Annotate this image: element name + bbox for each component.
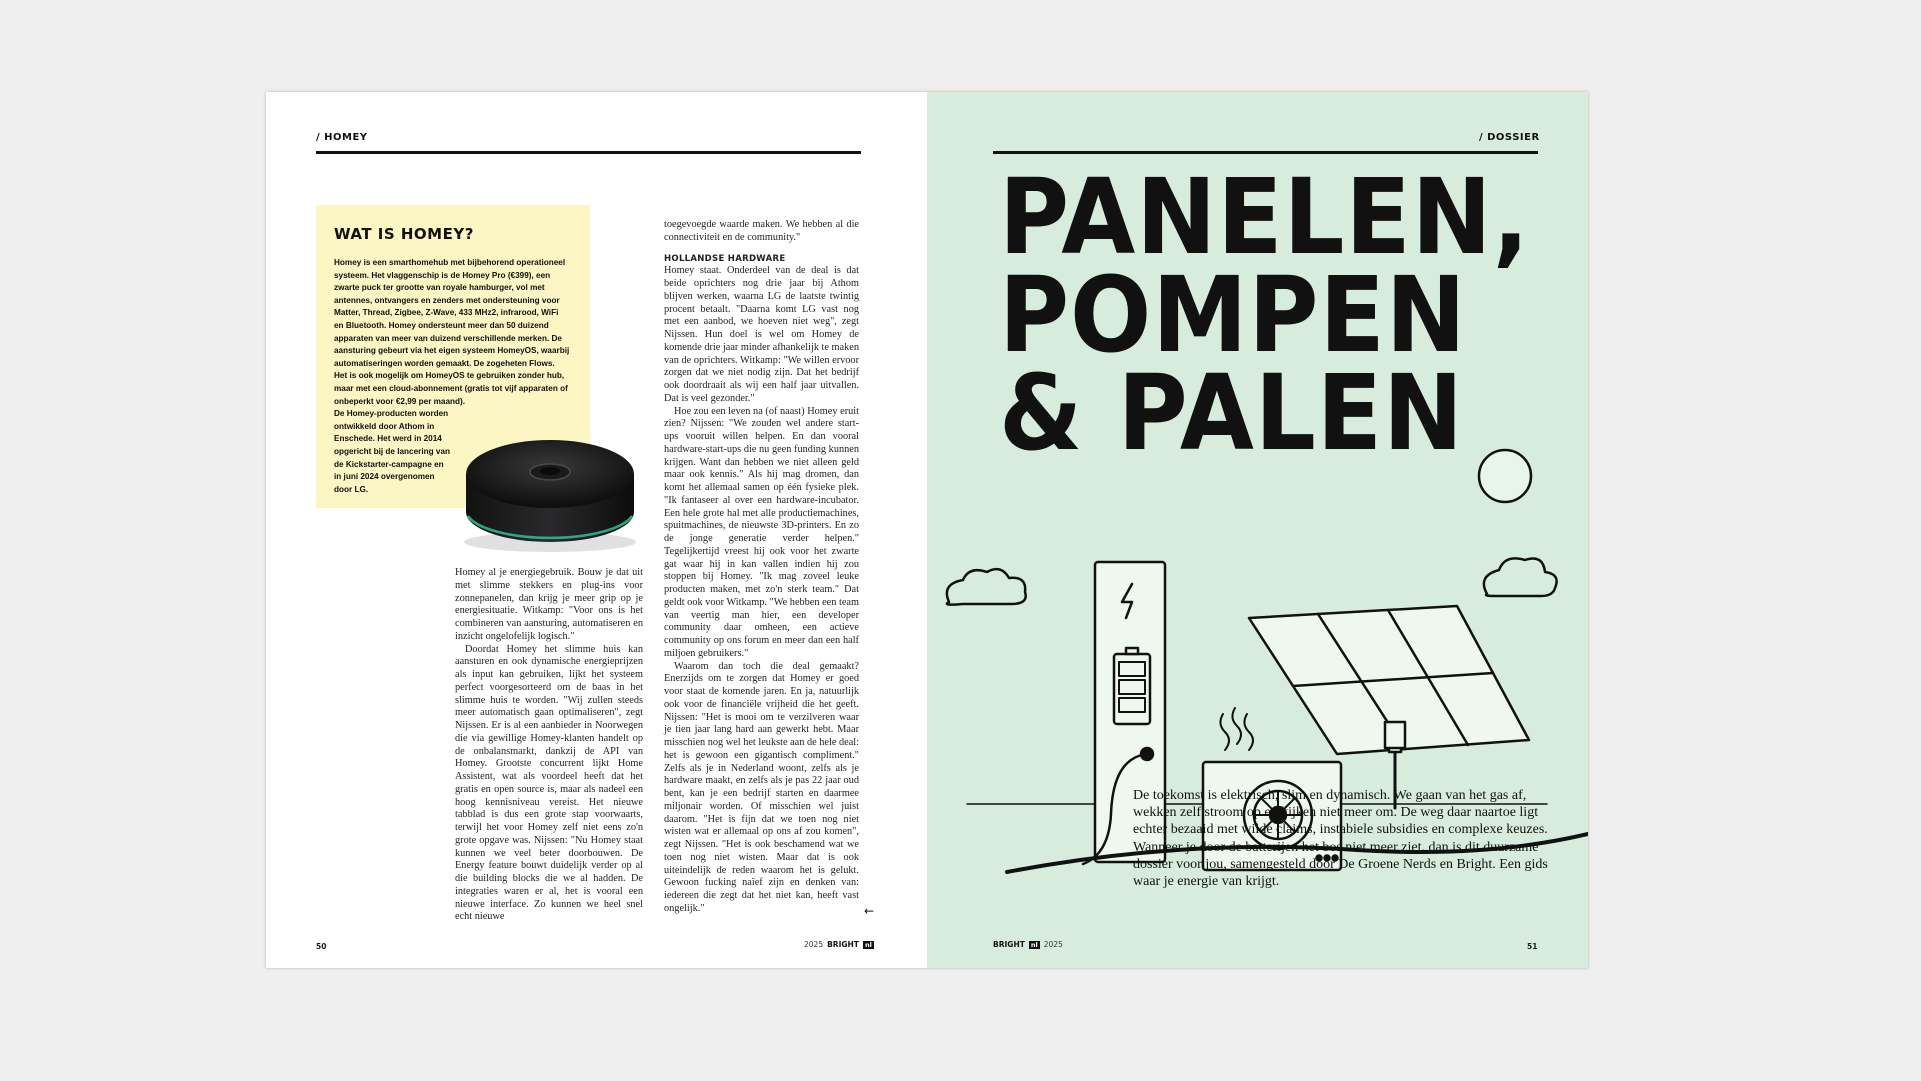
sun-icon xyxy=(1479,450,1531,502)
article-column-2 xyxy=(664,219,859,916)
cloud-icon xyxy=(1484,558,1557,596)
page-number-left: 50 xyxy=(316,942,327,951)
headline-line: PANELEN, xyxy=(999,156,1530,278)
article-paragraph: Waarom dan toch die deal gemaakt? Enerzijds om te zorgen dat Homey er goed voor staat de komende jaren. En ja, natuurlijk ook voor de financiële vrijheid die het geeft. Nijssen: "Het is mooi om te verzilveren waar je tien jaar lang hard aan gewerkt hebt. Maar misschien nog wel het leukste aan de hele deal: het is gewoon een gigantisch compliment." Zelfs als je in Nederland woont, zelfs als je hardware maakt, en zelfs als je pas 22 jaar oud bent, kan je een bedrijf starten en daarmee miljonair worden. Of misschien wel juist daarom. "Het is fijn dat we toen nog niet wisten wat er allemaal op ons af zou komen", zegt Nijssen. "Het is ook beschamend wat we toen nog niet wisten. Maar dat is ook uiteindelijk de reden waarom het is gelukt. Gewoon fucking naïef zijn en denken van: iedereen die zegt dat het niet kan, heeft vast ongelijk." xyxy=(664,660,860,914)
headline-line: POMPEN xyxy=(999,254,1467,376)
header-rule xyxy=(316,151,861,154)
headline-line: & PALEN xyxy=(999,352,1464,474)
footer-brand-badge: nl xyxy=(1030,940,1038,949)
end-arrow-icon: ← xyxy=(864,904,875,918)
footer-brand-name: BRIGHT xyxy=(993,940,1025,949)
article-paragraph: toegevoegde waarde maken. We hebben al die connectiviteit en de community." xyxy=(664,219,859,243)
footer-brand-name: BRIGHT xyxy=(827,940,859,949)
article-paragraph: Homey staat. Onderdeel van de deal is dat beide oprichters nog drie jaar bij Athom blijven werken, waarna LG de laatste twintig procent betaalt. "Daarna komt LG vast nog met een aanbod, we hoeven niet weg", zegt Nijssen. Hun doel is wel om Homey de komende drie jaar minder afhankelijk te maken van de oprichters. Witkamp: "We willen ervoor zorgen dat we niet nodig zijn. Dat het bedrijf ook doordraait als wij een half jaar uitvallen. Dat is veel gezonder." xyxy=(664,265,859,404)
homey-device-image xyxy=(452,412,648,557)
header-rule xyxy=(993,151,1538,154)
magazine-spread xyxy=(266,92,1588,968)
sidebar-paragraph: Homey is een smarthomehub met bijbehorend operationeel systeem. Het vlaggenschip is de Homey Pro (€399), een zwarte puck ter grootte van royale hamburger, vol met antennes, ontvangers en zenders met ondersteuning voor Matter, Thread, Zigbee, Z-Wave, 433 MHz2, infrarood, WiFi en Bluetooth. Homey ondersteunt meer dan 50 duizend apparaten van meer van duizend verschillende merken. De aansturing gebeurt via het eigen systeem HomeyOS, waarbij automatiseringen worden gemaakt. De zogeheten Flows. Het is ook mogelijk om HomeyOS te gebruiken zonder hub, maar met een cloud-abonnement (gratis tot vijf apparaten of onbeperkt voor €2,99 per maand). xyxy=(334,258,570,406)
footer-brand-left xyxy=(804,940,874,949)
footer-brand-badge: nl xyxy=(864,940,872,949)
article-column-1 xyxy=(455,567,643,924)
article-paragraph: Hoe zou een leven na (of naast) Homey eruit zien? Nijssen: "We zouden wel andere start-ups vooruit willen helpen. En dan vooral hardware-start-ups die nu geen funding kunnen krijgen. Want dan hebben we niet alleen geld maar ook kennis." Als hij mag dromen, dan komt het allemaal samen op één fysieke plek. "Ik fantaseer al over een hardware-incubator. Een hele grote hal met alle productiemachines, spuitmachines, de nieuwste 3D-printers. En zo de jonge generatie verder helpen." Tegelijkertijd vreest hij ook voor het zwarte gat waar hij in kan vallen indien hij zou stoppen bij Homey. "Ik mag zoveel leuke producten maken, met zo'n sterk team." Dat geldt ook voor Witkamp. "We hebben een team van veertig man hier, een developer community daar omheen, een actieve community op ons forum en meer dan een half miljoen gebruikers." xyxy=(664,405,859,659)
section-label-homey: / HOMEY xyxy=(316,132,368,143)
article-paragraph: Doordat Homey het slimme huis kan aansturen en ook dynamische energieprijzen als input kan gebruiken, lijkt het systeem perfect voorgesorteerd om de baas in het slimme huis te worden. "Wij zullen steeds meer automatisch gaan optimaliseren", zegt Nijssen. Er is al een aanbieder in Noorwegen die via gewillige Homey-klanten handelt op de onbalansmarkt, dankzij de API van Homey. Grootste concurrent lijkt Home Assistent, wat als voordeel heeft dat het gratis en open source is, maar als nadeel een hoog kennisniveau vereist. Het nieuwe tabblad is dus een grote stap voorwaarts, terwijl het voor Homey zelf niet eens zo'n grote opgave was. Nijssen: "Nu Homey staat kunnen we veel beter doorbouwen. De Energy feature bouwt duidelijk verder op al die building blocks die we al hadden. De integraties waren er al, het is vooral een nieuwe interface. Zo kunnen we heel snel echt nieuwe xyxy=(455,643,643,923)
sidebar-paragraph: De Homey-producten worden ontwikkeld door Athom in Enschede. Het werd in 2014 opgericht bij de lancering van de Kickstarter-campagne en in juni 2024 overgenomen door LG. xyxy=(334,409,451,494)
footer-year: 2025 xyxy=(1043,940,1063,949)
footer-year: 2025 xyxy=(804,940,824,949)
sidebar-title: WAT IS HOMEY? xyxy=(334,225,474,243)
footer-brand-right xyxy=(993,940,1063,949)
cloud-icon xyxy=(947,569,1026,605)
intro-paragraph: De toekomst is elektrisch, slim en dynamisch. We gaan van het gas af, wekken zelf stroom op en kijken niet meer om. De weg daar naartoe ligt echter bezaaid met wilde claims, instabiele subsidies en complexe keuzes. Wanneer je door de batterijen het bos niet meer ziet, dan is dit duurzame dossier voor jou, samengesteld door De Groene Nerds en Bright. Een gids waar je energie van krijgt. xyxy=(1133,788,1548,890)
right-page xyxy=(927,92,1588,968)
article-paragraph: Homey al je energiegebruik. Bouw je dat uit met slimme stekkers en plug-ins voor zonnepanelen, dan krijg je meer grip op je energiesituatie. Witkamp: "Voor ons is het combineren van aansturing, automatiseren en inzicht ongelofelijk logisch." xyxy=(455,567,643,642)
page-number-right: 51 xyxy=(1527,942,1538,951)
section-label-dossier: / DOSSIER xyxy=(1479,132,1540,143)
article-subhead: HOLLANDSE HARDWARE xyxy=(664,253,786,264)
left-page xyxy=(266,92,927,968)
